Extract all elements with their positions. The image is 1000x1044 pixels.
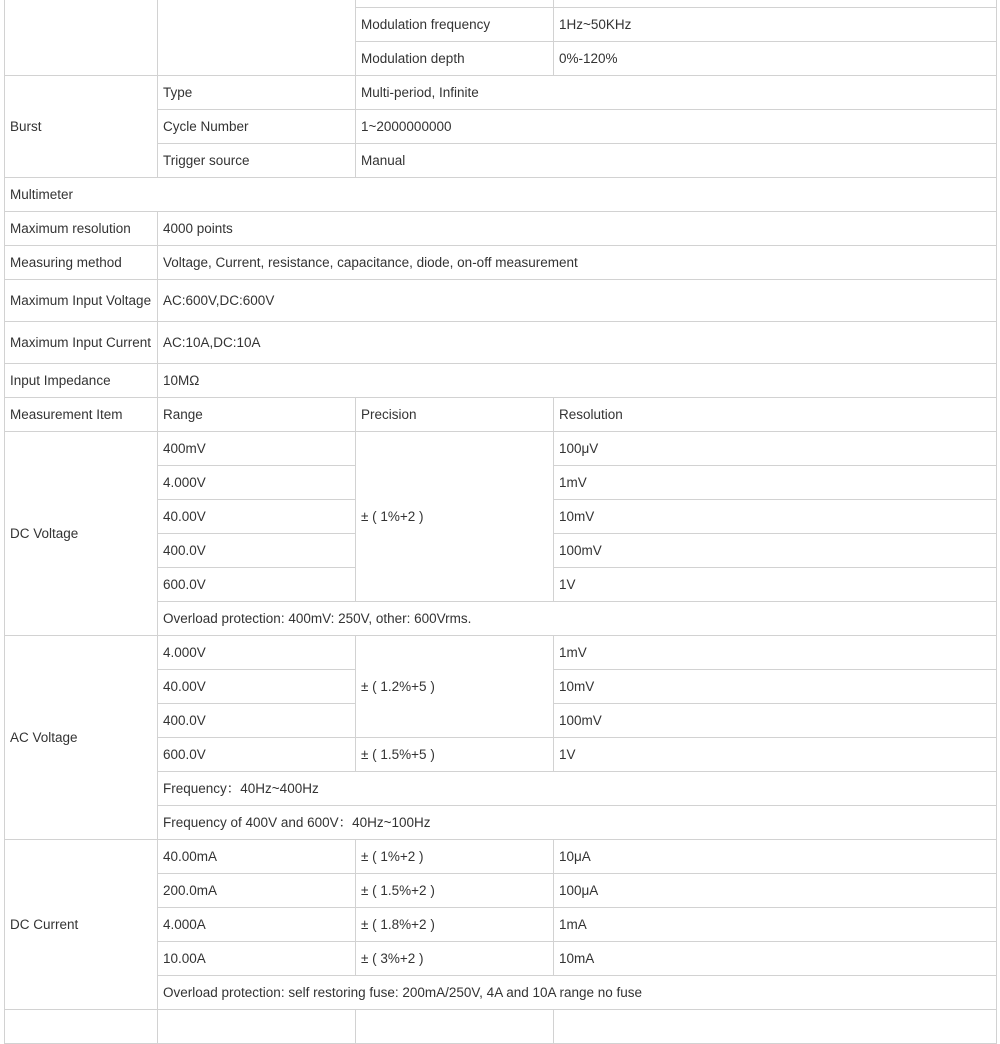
am-label [158, 0, 356, 76]
spec-row [5, 364, 997, 398]
table-row [5, 1010, 997, 1044]
resolution-cell: 1V [554, 738, 997, 772]
burst-param-name: Cycle Number [158, 110, 356, 144]
spec-value: AC:10A,DC:10A [158, 322, 997, 364]
measurement-header-row [5, 398, 997, 432]
resolution-cell: 10mV [554, 500, 997, 534]
range-cell: 40.00mA [158, 840, 356, 874]
table-cell [158, 1010, 356, 1044]
spec-table [4, 0, 997, 1044]
dc-voltage-label: DC Voltage [5, 432, 158, 636]
spec-row [5, 246, 997, 280]
burst-label: Burst [5, 76, 158, 178]
table-cell [356, 1010, 554, 1044]
precision-cell: ± ( 1.8%+2 ) [356, 908, 554, 942]
burst-param-value: Multi-period, Infinite [356, 76, 997, 110]
am-param-value: 0%-120% [554, 42, 997, 76]
multimeter-heading-row [5, 178, 997, 212]
spec-name: Measuring method [5, 246, 158, 280]
table-cell [554, 1010, 997, 1044]
spec-value: AC:600V,DC:600V [158, 280, 997, 322]
precision-cell: ± ( 1.2%+5 ) [356, 636, 554, 738]
ac-voltage-note: Frequency of 400V and 600V：40Hz~100Hz [158, 806, 997, 840]
header-range: Range [158, 398, 356, 432]
dc-current-label: DC Current [5, 840, 158, 1010]
resolution-cell: 10mA [554, 942, 997, 976]
range-cell: 4.000V [158, 466, 356, 500]
resolution-cell: 10μA [554, 840, 997, 874]
resolution-cell: 100μA [554, 874, 997, 908]
range-cell: 40.00V [158, 500, 356, 534]
spec-name: Maximum Input Voltage [5, 280, 158, 322]
range-cell: 40.00V [158, 670, 356, 704]
range-cell: 4.000V [158, 636, 356, 670]
range-cell: 10.00A [158, 942, 356, 976]
resolution-cell: 100mV [554, 534, 997, 568]
spec-value: Voltage, Current, resistance, capacitance, diode, on-off measurement [158, 246, 997, 280]
precision-cell: ± ( 1.5%+5 ) [356, 738, 554, 772]
ac-voltage-label: AC Voltage [5, 636, 158, 840]
table-cell [5, 1010, 158, 1044]
resolution-cell: 100μV [554, 432, 997, 466]
header-precision: Precision [356, 398, 554, 432]
am-param-name [356, 0, 554, 8]
dc-current-note: Overload protection: self restoring fuse: 200mA/250V, 4A and 10A range no fuse [158, 976, 997, 1010]
range-cell: 4.000A [158, 908, 356, 942]
resolution-cell: 1mV [554, 636, 997, 670]
am-row [5, 0, 997, 8]
range-cell: 600.0V [158, 568, 356, 602]
dc-voltage-row [5, 432, 997, 466]
precision-cell: ± ( 1.5%+2 ) [356, 874, 554, 908]
dc-current-row [5, 840, 997, 874]
burst-param-value: Manual [356, 144, 997, 178]
burst-row [5, 76, 997, 110]
header-resolution: Resolution [554, 398, 997, 432]
spec-name: Maximum Input Current [5, 322, 158, 364]
range-cell: 400.0V [158, 704, 356, 738]
resolution-cell: 1V [554, 568, 997, 602]
range-cell: 400.0V [158, 534, 356, 568]
resolution-cell: 1mA [554, 908, 997, 942]
am-param-value [554, 0, 997, 8]
spec-row [5, 212, 997, 246]
ac-voltage-row [5, 636, 997, 670]
ac-voltage-note: Frequency：40Hz~400Hz [158, 772, 997, 806]
resolution-cell: 10mV [554, 670, 997, 704]
precision-cell: ± ( 3%+2 ) [356, 942, 554, 976]
precision-cell: ± ( 1%+2 ) [356, 840, 554, 874]
spec-name: Maximum resolution [5, 212, 158, 246]
spec-row [5, 322, 997, 364]
range-cell: 200.0mA [158, 874, 356, 908]
am-param-name: Modulation depth [356, 42, 554, 76]
resolution-cell: 1mV [554, 466, 997, 500]
range-cell: 600.0V [158, 738, 356, 772]
am-param-name: Modulation frequency [356, 8, 554, 42]
burst-param-name: Type [158, 76, 356, 110]
multimeter-heading: Multimeter [5, 178, 997, 212]
am-param-value: 1Hz~50KHz [554, 8, 997, 42]
spec-value: 10MΩ [158, 364, 997, 398]
am-label-cell [5, 0, 158, 76]
precision-cell: ± ( 1%+2 ) [356, 432, 554, 602]
spec-value: 4000 points [158, 212, 997, 246]
spec-name: Input Impedance [5, 364, 158, 398]
spec-row [5, 280, 997, 322]
range-cell: 400mV [158, 432, 356, 466]
burst-param-value: 1~2000000000 [356, 110, 997, 144]
header-item: Measurement Item [5, 398, 158, 432]
burst-param-name: Trigger source [158, 144, 356, 178]
resolution-cell: 100mV [554, 704, 997, 738]
dc-voltage-note: Overload protection: 400mV: 250V, other: 600Vrms. [158, 602, 997, 636]
